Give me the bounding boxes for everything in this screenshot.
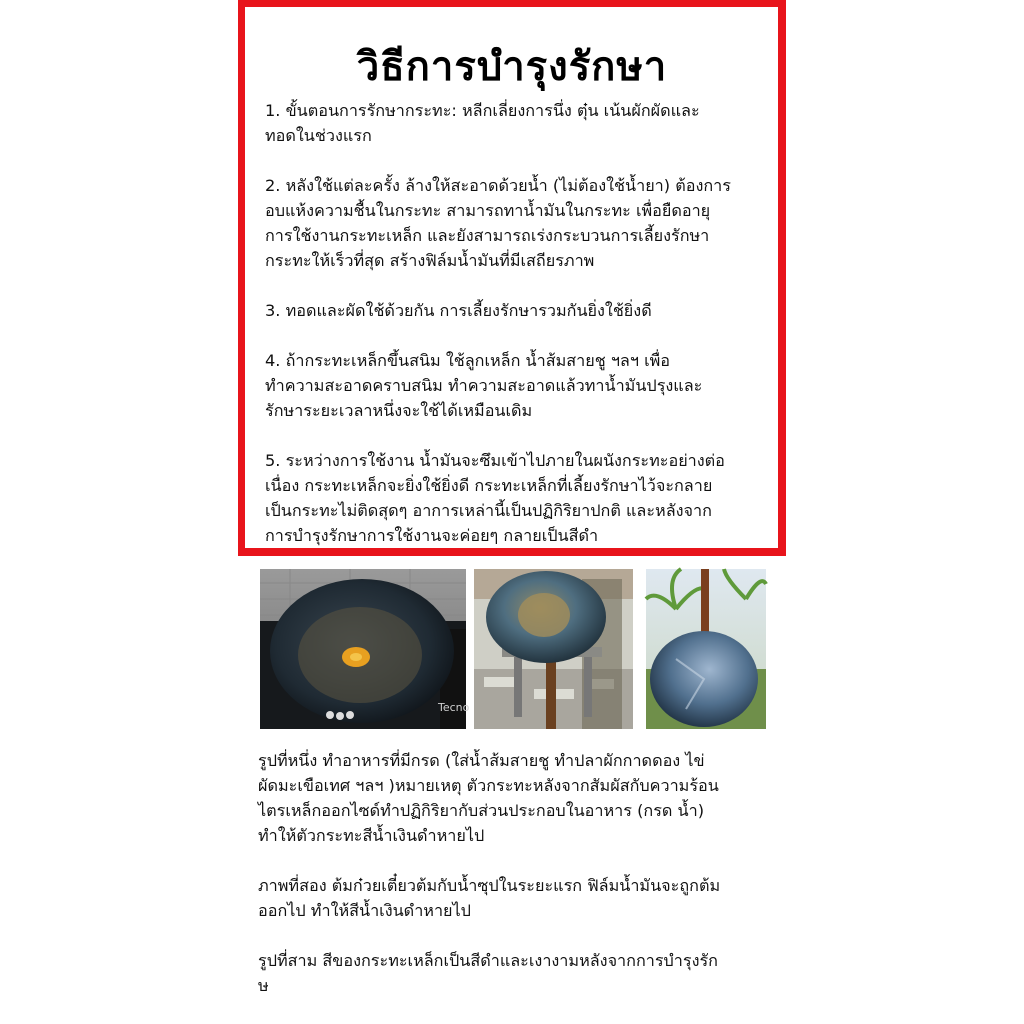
- wok-photos: [260, 569, 766, 729]
- step-4: 4. ถ้ากระทะเหล็กขึ้นสนิม ใช้ลูกเหล็ก น้ำส้มสายชู ฯลฯ เพื่อ ทำความสะอาดคราบสนิม ทำความสะอาดแล้วทาน้ำมันปรุงและ รักษาระยะเวลาหนึ่งจะใช้ได้เหมือนเดิม: [265, 351, 703, 420]
- note-1: รูปที่หนึ่ง ทำอาหารที่มีกรด (ใส่น้ำส้มสายชู ทำปลาผักกาดดอง ไข่ ผัดมะเขือเทศ ฯลฯ )หมายเหตุ ตัวกระทะหลังจากสัมผัสกับความร้อน ไตรเหล็กออกไซด์ทำปฏิกิริยากับส่วนประกอบในอาหาร (กรด น้ำ) ทำให้ตัวกระทะสีน้ำเงินดำหายไป: [258, 751, 719, 845]
- photo-notes: [258, 748, 788, 1023]
- photo-acidic-food-wok: [260, 569, 470, 729]
- note-2: ภาพที่สอง ต้มก๋วยเตี๋ยวต้มกับน้ำซุปในระยะแรก ฟิล์มน้ำมันจะถูกต้ม ออกไป ทำให้สีน้ำเงินดำหายไป: [258, 876, 721, 920]
- photo-seasoned-wok: [646, 569, 766, 729]
- note-3: รูปที่สาม สีของกระทะเหล็กเป็นสีดำและเงางามหลังจากการบำรุงรัก ษ: [258, 951, 718, 995]
- step-2: 2. หลังใช้แต่ละครั้ง ล้างให้สะอาดด้วยน้ำ (ไม่ต้องใช้น้ำยา) ต้องการ อบแห้งความชื้นในกระทะ สามารถทาน้ำมันในกระทะ เพื่อยืดอายุ การใช้งานกระทะเหล็ก และยังสามารถเร่งกระบวนการเลี้ยงรักษา กระทะให้เร็วที่สุด สร้างฟิล์มน้ำมันที่มีเสถียรภาพ: [265, 176, 731, 270]
- step-5: 5. ระหว่างการใช้งาน น้ำมันจะซึมเข้าไปภายในผนังกระทะอย่างต่อ เนื่อง กระทะเหล็กจะยิ่งใช้ยิ่งดี กระทะเหล็กที่เลี้ยงรักษาไว้จะกลาย เป็นกระทะไม่ติดสุดๆ อาการเหล่านี้เป็นปฏิกิริยาปกติ และหลังจาก การบำรุงรักษาการใช้งานจะค่อยๆ กลายเป็นสีดำ: [265, 451, 725, 545]
- step-1: 1. ขั้นตอนการรักษากระทะ: หลีกเลี่ยงการนึ่ง ตุ๋น เน้นผักผัดและ ทอดในช่วงแรก: [265, 101, 700, 145]
- page-title: วิธีการบำรุงรักษา: [356, 44, 668, 90]
- photo-brand-label: Tecno: [438, 701, 470, 714]
- photo-soup-wok: [474, 569, 633, 729]
- maintenance-steps: [265, 98, 780, 573]
- step-3: 3. ทอดและผัดใช้ด้วยกัน การเลี้ยงรักษารวมกันยิ่งใช้ยิ่งดี: [265, 301, 652, 320]
